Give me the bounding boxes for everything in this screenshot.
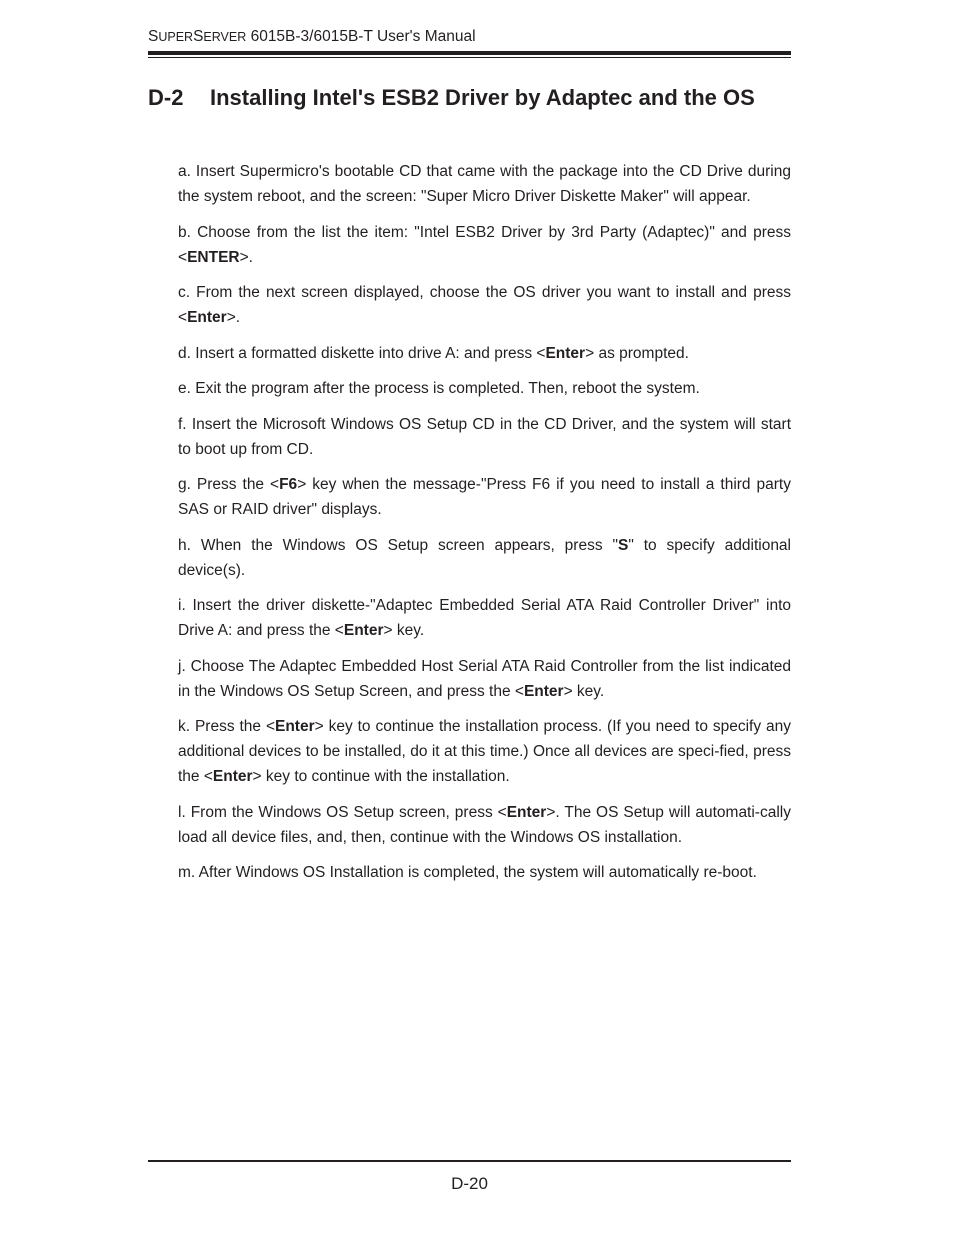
step-m (178, 860, 791, 885)
step-l (178, 800, 791, 850)
step-text: d. Insert a formatted diskette into drive A: and press < (178, 344, 546, 362)
step-text: m. After Windows OS Installation is completed, the system will automatically re-boot. (178, 864, 757, 881)
step-text: f. Insert the Microsoft Windows OS Setup CD in the CD Driver, and the system will start to boot up from CD. (178, 415, 791, 458)
header-rest: 6015B-3/6015B-T User's Manual (246, 28, 476, 45)
step-g (178, 472, 791, 522)
header-rule-thin (148, 57, 791, 58)
step-text: i. Insert the driver diskette-"Adaptec Embedded Serial ATA Raid Controller Driver" into Drive A: and press the < (178, 597, 791, 639)
step-text: > key. (383, 622, 425, 639)
key-name: Enter (275, 718, 315, 735)
key-name: Enter (343, 622, 384, 639)
header-uper: UPER (158, 30, 194, 44)
step-text: a. Insert Supermicro's bootable CD that came with the package into the CD Drive during the system reboot, and the screen: "Super Micro Driver Diskette Maker" will appear. (178, 163, 791, 205)
step-text: j. Choose The Adaptec Embedded Host Serial ATA Raid Controller from the list indicated in the Windows OS Setup Screen, and press the < (178, 657, 791, 700)
step-text: c. From the next screen displayed, choose the OS driver you want to install and press < (178, 284, 791, 326)
step-text: l. From the Windows OS Setup screen, press < (178, 803, 507, 821)
installation-steps (178, 159, 791, 896)
header-rule-thick (148, 51, 791, 55)
key-name: F6 (279, 476, 298, 493)
step-text: b. Choose from the list the item: "Intel ESB2 Driver by 3rd Party (Adaptec)" and press < (178, 223, 791, 266)
header-s2: S (193, 28, 204, 45)
step-text: > key to continue with the installation. (252, 768, 510, 785)
section-number: D-2 (148, 85, 184, 110)
step-text: > key. (563, 682, 605, 700)
header-erver: ERVER (203, 30, 247, 44)
step-h (178, 533, 791, 583)
key-name: Enter (212, 768, 253, 785)
header-s1: S (148, 28, 159, 45)
key-name: Enter (545, 344, 586, 362)
step-text: >. (226, 309, 241, 326)
step-j (178, 654, 791, 704)
step-text: k. Press the < (178, 718, 275, 735)
step-text: g. Press the < (178, 476, 280, 493)
step-e (178, 376, 791, 401)
step-text: " to specify additional device(s). (178, 536, 791, 579)
step-text: >. (239, 248, 253, 266)
step-text: h. When the Windows OS Setup screen appears, press " (178, 536, 618, 554)
key-name: ENTER (187, 248, 240, 266)
step-b (178, 220, 791, 270)
key-name: S (617, 536, 629, 554)
step-d (178, 341, 791, 366)
step-text: > key to continue the installation process. (If you need to specify any additional devices to be installed, do it at this time.) Once all devices are speci-fied, press the < (178, 718, 791, 785)
step-text: > key when the message-"Press F6 if you need to install a third party SAS or RAID driver" displays. (178, 476, 791, 518)
key-name: Enter (187, 309, 227, 326)
step-f (178, 412, 791, 462)
step-i (178, 593, 791, 643)
step-c (178, 280, 791, 330)
section-title: Installing Intel's ESB2 Driver by Adaptec and the OS (210, 85, 755, 110)
step-text: e. Exit the program after the process is completed. Then, reboot the system. (178, 380, 700, 397)
running-header (148, 28, 791, 46)
step-a (178, 159, 791, 209)
key-name: Enter (506, 803, 547, 821)
key-name: Enter (523, 682, 564, 700)
footer-rule (148, 1160, 791, 1162)
page-number: D-20 (451, 1174, 488, 1193)
step-k (178, 714, 791, 789)
section-heading (148, 84, 798, 112)
step-text: > as prompted. (585, 344, 689, 362)
step-text: >. The OS Setup will automati-cally load all device files, and, then, continue with the Windows OS installation. (178, 803, 791, 846)
